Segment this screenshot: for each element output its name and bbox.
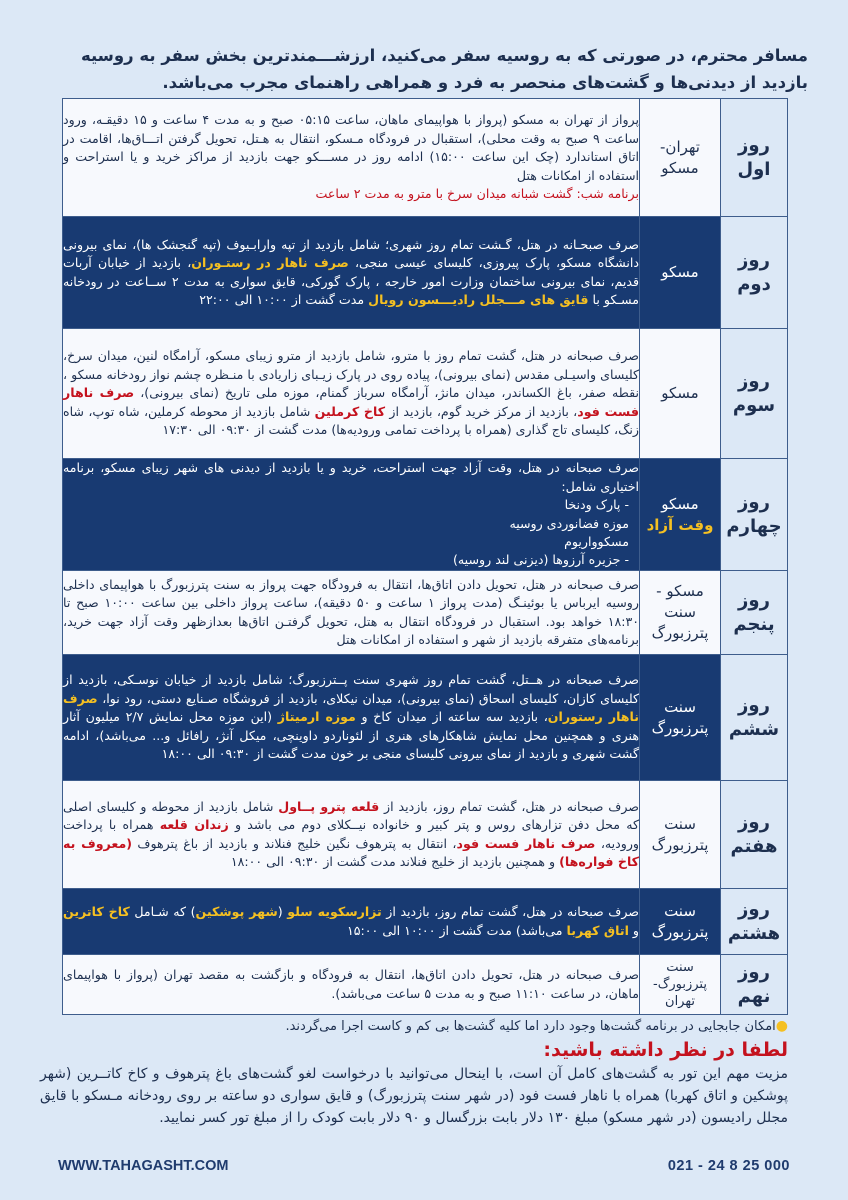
highlight-hermitage: موزه ارمیتاژ: [277, 709, 356, 725]
table-row: [63, 955, 788, 1015]
day-cell: روز ششم: [721, 655, 788, 781]
day-description: صرف صبحانه در هتل، گشت تمام روز، بازدید از قلعه پترو پــاول شامل بازدید از محوطه و کلیسای اصلی که محل دفن تزارهای روس و پتر کبیر و خانواده نیــکلای دوم می باشد و زندان قلعه همراه با پرداخت ورودیه، صرف ناهار فست فود، انتقال به پترهوف نگین خلیج فنلاند و بازدید از باغ پترهوف (معروف به کاخ فواره‌ها) و همچنین بازدید از خلیج فنلاند مدت گشت از ۰۹:۳۰ الی ۱۸:۰۰: [63, 781, 640, 889]
notice-body: مزیت مهم این تور به گشت‌های کامل آن است، با اینحال می‌توانید با درخواست لغو گشت‌های باغ پترهوف و کاخ کاتــرین (شهر پوشکین و اتاق کهربا) همراه با ناهار فست فود (در شهر سنت پترزبورگ) و قایق سواری دو ساعته بر روی رودخانه مـسکو با قایق مجلل رادیسون (در شهر مسکو) مبلغ ۱۳۰ دلار بابت بزرگسال و ۹۰ دلار بابت کودک را از مبلغ تور کسر نمایید.: [40, 1066, 788, 1126]
highlight-peterhof: (معروف به کاخ فواره‌ها): [63, 835, 639, 869]
day-description: پرواز از تهران به مسکو (پرواز با هواپیمای ماهان، ساعت ۰۵:۱۵ صبح و به مدت ۴ ساعت و ۱۵ دقیقـه، ورود ساعت ۹ صبح به وقت محلی)، استقبال در فرودگاه مـسکو، انتقال به هـتل، تحویل گرفتن اتـــاق‌ها، اقامت در اتاق استاندارد (چک این ساعت ۱۵:۰۰) ادامه روز در مســـکو جهت بازدید از مراکز خرید و یا استراحت و استفاده از امکانات هتل برنامه شب: گشت شبانه میدان سرخ با مترو به مدت ۲ ساعت: [63, 99, 640, 217]
notice-heading: لطفا در نظر داشته باشید:: [543, 1039, 788, 1061]
highlight-lunch: صرف ناهار فست فود: [63, 385, 639, 419]
city-cell: مسکو - سنت پترزبورگ: [640, 571, 721, 655]
day-cell: روز نهم: [721, 955, 788, 1015]
bullet-icon: ●: [775, 1018, 788, 1034]
intro-text: مسافر محترم، در صورتی که به روسیه سفر می‌کنید، ارزشـــمندترین بخش سفر به روسیه بازدید از دیدنی‌ها و گشت‌های منحصر به فرد و همراهی راهنمای مجرب می‌باشد.: [80, 46, 808, 92]
day-cell: روز سوم: [721, 329, 788, 459]
city-cell: مسکو: [640, 329, 721, 459]
city-cell: سنت پترزبورگ- تهران: [640, 955, 721, 1015]
highlight-pushkin: شهر پوشکین: [195, 904, 278, 920]
city-cell: تهران- مسکو: [640, 99, 721, 217]
day-cell: روز چهارم: [721, 459, 788, 571]
table-row: [63, 781, 788, 889]
day-cell: روز پنجم: [721, 571, 788, 655]
day-description: صرف صبحانه در هتل، گشت تمام روز، بازدید از تزارسکویه سلو (شهر پوشکین) که شـامل کاخ کاترین و اتاق کهربا می‌باشد) مدت گشت از ۱۰:۰۰ الی ۱۵:۰۰: [63, 889, 640, 955]
city-cell: مسکو: [640, 217, 721, 329]
highlight-catherine: کاخ کاترین: [63, 904, 130, 920]
day-description: صرف صبحانه در هتل، گشت تمام روز با مترو، شامل بازدید از مترو زیبای مسکو، آرامگاه لنین، میدان سرخ، کلیسای واسیـلی مقدس (نمای بیرونی)، پیاده روی در پارک زیـبای زاریادی با منـظره چشم نواز رودخانه مسکو ، نقطه صفر، باغ الکساندر، میدان مانژ، آرامگاه سرباز گمنام، موزه ملی تاریخ (نمای بیرونی)، صرف ناهار فست فود، بازدید از مرکز خرید گوم، بازدید از کاخ کرملین شامل بازدید از محوطه کرملین، شاه توپ، شاه زنگ، کلیسای تاج گذاری (همراه با پرداخت تمامی ورودیه‌ها) مدت گشت از ۰۹:۳۰ الی ۱۷:۳۰: [63, 329, 640, 459]
table-row: [63, 217, 788, 329]
day-description: صرف صبحانه در هتل، تحویل دادن اتاق‌ها، انتقال به فرودگاه و بازگشت به مقصد تهران (پرواز با هواپیمای ماهان، در ساعت ۱۱:۱۰ صبح و به مدت ۵ ساعت می‌باشد).: [63, 955, 640, 1015]
city-cell: سنت پترزبورگ: [640, 781, 721, 889]
website-link[interactable]: WWW.TAHAGASHT.COM: [58, 1158, 229, 1174]
day-cell: روز هشتم: [721, 889, 788, 955]
day-description: صرف صبحـانه در هتل، گـشت تمام روز شهری؛ شامل بازدید از تپه وارابـیوف (تپه گنجشک ها)، نمای بیرونی دانشگاه مسکو، پارک پیروزی، کلیسای عیسی منجی، صرف ناهار در رستـوران، بازدید از خیابان آربات قدیم، نمای بیرونی ساختمان وزارت امور خارجه ، پارک گورکی، قایق سواری به مدت ۲ ســاعت در رودخانه مسـکو با قایق های مـــجلل رادیـــسون رویال مدت گشت از ۱۰:۰۰ الی ۲۲:۰۰: [63, 217, 640, 329]
city-cell: سنت پترزبورگ: [640, 655, 721, 781]
highlight-kremlin: کاخ کرملین: [314, 403, 386, 419]
day-cell: روز دوم: [721, 217, 788, 329]
highlight-lunch: صرف ناهار فست فود: [456, 835, 596, 851]
table-row: [63, 889, 788, 955]
list-item: مسکوواریوم: [564, 533, 629, 549]
day-description: صرف صبحانه در هتل، تحویل دادن اتاق‌ها، انتقال به فرودگاه جهت پرواز به سنت پترزبورگ با هواپیمای داخلی روسیه ایرباس یا بوئینـگ (مدت پرواز ۱ ساعت و ۵۰ دقیقه)، ساعت پرواز داخلی بین ساعت ۱۰:۰۰ صبح تا ۱۸:۳۰ خواهد بود. استقبال در فرودگاه انتقال به هتل، تحویل گرفتـن اتاق‌ها بعدازظهر وقت آزاد جهت خرید، برنامه‌های متفرقه بازدید از شهر و استفاده از امکانات هتل: [63, 571, 640, 655]
itinerary-table: [62, 98, 788, 1015]
highlight-boat: قایق های مـــجلل رادیـــسون رویال: [368, 291, 589, 307]
day-description: صرف صبحانه در هــتل، گشت تمام روز شهری سنت پــترزبورگ؛ شامل بازدید از خیابان نوسـکی، بازدید از کلیسای کازان، کلیسای اسحاق (نمای بیرونی)، میدان نیکلای، بازدید از فروشگاه صـنایع دستی، رود نوا، صرف ناهار رستوران، بازدید سه ساعته از میدان کاخ و موزه ارمیتاژ (این موزه محل نمایش ۲/۷ میلیون آثار هنری و همچنین محل نمایش شاهکارهای هنری از لئوناردو داوینچی، میکل آنژ، رافائل و... می‌باشد)، ادامه گشت شهری و بازدید از نمای بیرونی کلیسای منجی بر خون مدت گشت از ۰۹:۳۰ الی ۱۸:۰۰: [63, 655, 640, 781]
list-item: - پارک ودنخا: [564, 497, 629, 513]
phone-number: 021 - 24 8 25 000: [667, 1158, 790, 1174]
footer: [58, 1158, 790, 1178]
notes-section: [40, 1016, 788, 1129]
table-row: [63, 459, 788, 571]
flex-note: ●امکان جابجایی در برنامه گشت‌ها وجود دارد اما کلیه گشت‌ها بی کم و کاست اجرا می‌گردند.: [285, 1018, 788, 1034]
table-row: [63, 329, 788, 459]
free-time-label: وقت آزاد: [646, 515, 714, 534]
night-program: برنامه شب: گشت شبانه میدان سرخ با مترو به مدت ۲ ساعت: [315, 186, 639, 202]
day-description: صرف صبحانه در هتل، وقت آزاد جهت استراحت، خرید و یا بازدید از دیدنی های شهر زیبای مسکو، برنامه اختیاری شامل: - پارک ودنخا موزه فضانوردی روسیه مسکوواریوم - جزیره آرزوها (دیزنی لند روسیه): [63, 459, 640, 571]
highlight-prison: زندان قلعه: [159, 817, 229, 833]
day-cell: روز اول: [721, 99, 788, 217]
city-cell: سنت پترزبورگ: [640, 889, 721, 955]
highlight-lunch: صرف ناهار در رستـوران: [191, 255, 349, 271]
highlight-amber-room: اتاق کهربا: [566, 922, 629, 938]
table-row: [63, 655, 788, 781]
highlight-lunch: صرف ناهار رستوران: [63, 690, 639, 725]
highlight-fortress: قلعه پترو پــاول: [278, 798, 380, 814]
table-row: [63, 571, 788, 655]
list-item: - جزیره آرزوها (دیزنی لند روسیه): [453, 552, 629, 568]
day-cell: روز هفتم: [721, 781, 788, 889]
table-row: [63, 99, 788, 217]
list-item: موزه فضانوردی روسیه: [509, 515, 629, 531]
city-cell: مسکو وقت آزاد: [640, 459, 721, 571]
highlight-tsarskoye: تزارسکویه سلو: [287, 904, 382, 920]
